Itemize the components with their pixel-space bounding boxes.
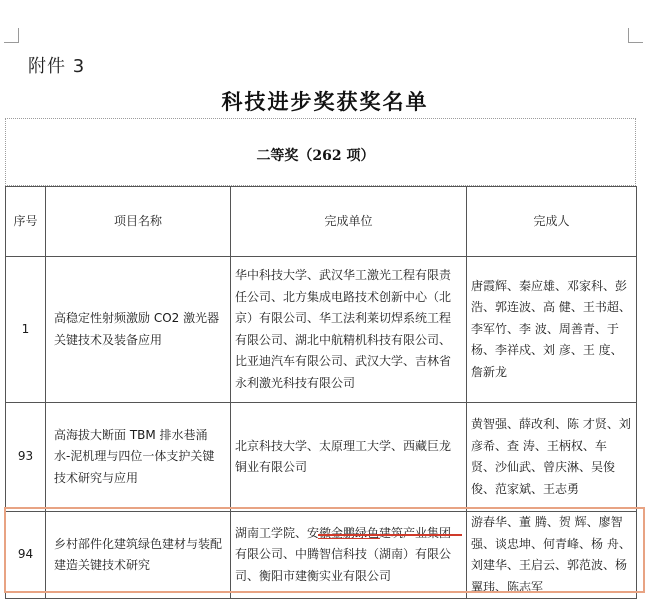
cell-project: 乡村部件化建筑绿色建材与装配建造关键技术研究 xyxy=(46,512,231,599)
cell-no: 1 xyxy=(6,257,46,403)
header-no: 序号 xyxy=(6,187,46,257)
table-row xyxy=(6,257,637,403)
cell-no: 94 xyxy=(6,512,46,599)
table-row-highlighted xyxy=(6,512,637,599)
crop-mark-top-right xyxy=(628,28,643,43)
cell-project: 高稳定性射频激励 CO2 激光器关键技术及装备应用 xyxy=(46,257,231,403)
header-people: 完成人 xyxy=(467,187,637,257)
cell-units: 湖南工学院、安徽金鹏绿色建筑产业集团有限公司、中腾智信科技（湖南）有限公司、衡阳市建衡实业有限公司 xyxy=(231,512,467,599)
header-units: 完成单位 xyxy=(231,187,467,257)
cell-units: 华中科技大学、武汉华工激光工程有限责任公司、北方集成电路技术创新中心（北京）有限公司、华工法利莱切焊系统工程有限公司、湖北中航精机科技有限公司、比亚迪汽车有限公司、武汉大学、吉林省永利激光科技有限公司 xyxy=(231,257,467,403)
table-header-row xyxy=(6,187,637,257)
attachment-label: 附件 3 xyxy=(28,56,86,77)
page-title: 科技进步奖获奖名单 xyxy=(221,89,429,114)
cell-people: 游春华、董 腾、贺 辉、廖智强、谈忠坤、何青峰、杨 舟、刘建华、王启云、郭范波、杨翼玮、陈志军 xyxy=(467,512,637,599)
cell-no: 93 xyxy=(6,403,46,512)
unit-underline-mark xyxy=(318,534,462,536)
unit-underline-mark-secondary xyxy=(318,538,380,539)
table-row xyxy=(6,403,637,512)
cell-project: 高海拔大断面 TBM 排水巷涌水-泥机理与四位一体支护关键技术研究与应用 xyxy=(46,403,231,512)
cell-units: 北京科技大学、太原理工大学、西藏巨龙铜业有限公司 xyxy=(231,403,467,512)
crop-mark-top-left xyxy=(4,28,19,43)
cell-people: 黄智强、薛改利、陈 才贤、刘彦希、查 涛、王柄权、车 贤、沙仙武、曾庆淋、吴俊俊、范家斌、王志勇 xyxy=(467,403,637,512)
cell-people: 唐霞辉、秦应雄、邓家科、彭 浩、郭连波、高 健、王书超、李军竹、李 波、周善青、于 杨、李祥戍、刘 彦、王 度、詹新龙 xyxy=(467,257,637,403)
award-level-heading: 二等奖（262 项） xyxy=(256,148,375,164)
header-project: 项目名称 xyxy=(46,187,231,257)
